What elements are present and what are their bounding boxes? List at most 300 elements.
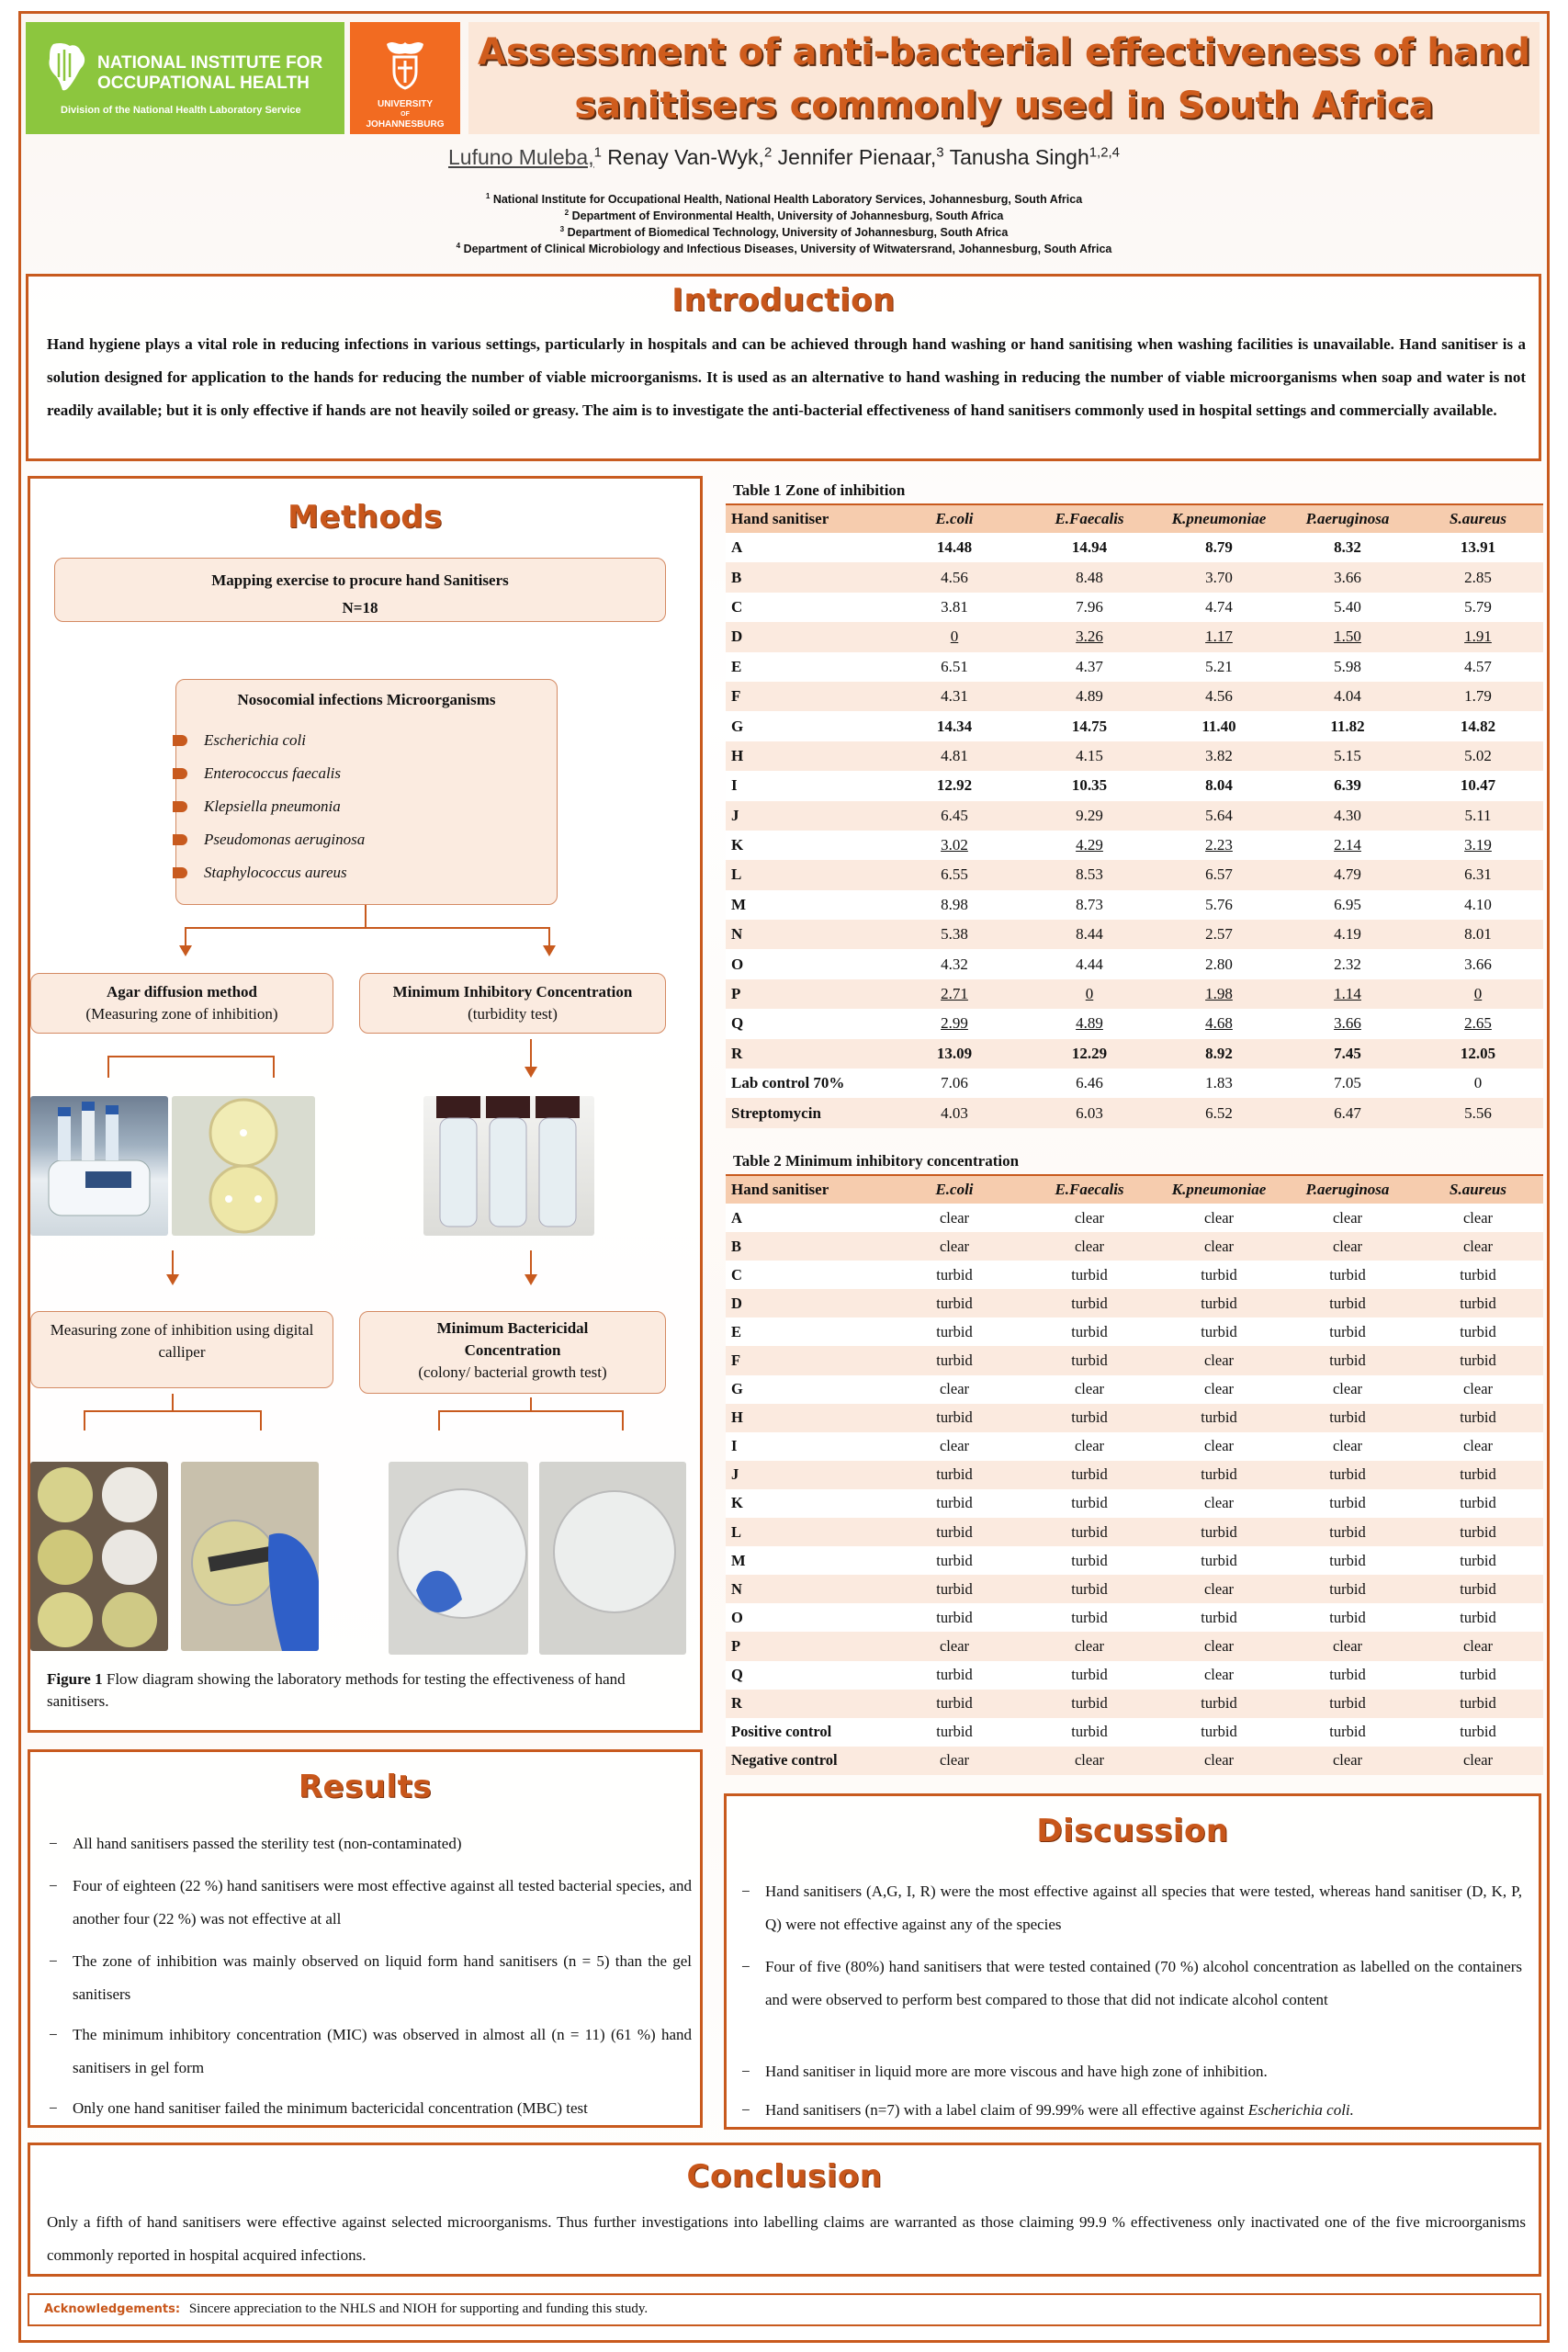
column-header: P.aeruginosa (1282, 504, 1413, 533)
row-label: L (726, 860, 886, 889)
table-cell: turbid (886, 1317, 1023, 1346)
table-cell: turbid (1282, 1661, 1413, 1690)
table-cell: 4.19 (1282, 920, 1413, 949)
table-cell: 3.82 (1156, 741, 1282, 771)
list-item: − The zone of inhibition was mainly observed on liquid form hand sanitisers (n = 5) than the gel sanitisers (49, 1952, 692, 2003)
table-row (726, 593, 1543, 622)
column-header: E.coli (886, 1175, 1023, 1204)
table-cell: 1.50 (1282, 622, 1413, 651)
row-label: H (726, 741, 886, 771)
table-cell: turbid (1413, 1346, 1543, 1374)
table-cell: turbid (1282, 1518, 1413, 1546)
table-cell: clear (1282, 1432, 1413, 1461)
table-cell: 1.79 (1413, 682, 1543, 711)
table-cell: 12.05 (1413, 1039, 1543, 1069)
mbc-plate-photo-1 (389, 1462, 528, 1655)
poster-title: Assessment of anti-bacterial effectiveness of hand sanitisers commonly used in South Africa (478, 31, 1530, 127)
row-label: G (726, 711, 886, 741)
table-cell: 4.44 (1023, 949, 1156, 978)
table-cell: 7.45 (1282, 1039, 1413, 1069)
row-label: Q (726, 1661, 886, 1690)
table-cell: turbid (1156, 1690, 1282, 1718)
table-cell: clear (886, 1632, 1023, 1660)
table-row (726, 652, 1543, 682)
table-row (726, 771, 1543, 800)
table-row (726, 533, 1543, 562)
row-label: B (726, 1232, 886, 1261)
table-cell: 8.53 (1023, 860, 1156, 889)
connector (530, 1397, 532, 1410)
table-cell: 4.81 (886, 741, 1023, 771)
table-cell: 4.89 (1023, 682, 1156, 711)
table-cell: 4.31 (886, 682, 1023, 711)
table-cell: 5.76 (1156, 890, 1282, 920)
table-cell: turbid (1023, 1661, 1156, 1690)
table-cell: 11.82 (1282, 711, 1413, 741)
africa-map-icon (46, 40, 88, 94)
table-row (726, 1661, 1543, 1690)
connector (365, 905, 367, 929)
table-cell: clear (1156, 1661, 1282, 1690)
table-cell: 2.14 (1282, 831, 1413, 860)
introduction-text: Hand hygiene plays a vital role in reducing infections in various settings, particularly in hospitals and can be achieved through hand washing or hand sanitising when washing facilities is unavailable. Hand sanitiser is a solution designed for application to the hands for reducing the number of viable microorganisms. It is used as an alternative to hand washing in reducing the number of viable microorganisms when soap and water is not readily available; but it is only effective if hands are not heavily soiled or greasy. The aim is to investigate the anti-bacterial effectiveness of hand sanitisers commonly used in hospital settings and commercially available. (47, 335, 1526, 419)
table-cell: turbid (1413, 1461, 1543, 1489)
table-row (726, 1346, 1543, 1374)
zone-of-inhibition-table (726, 503, 1543, 1128)
table-cell: turbid (1023, 1603, 1156, 1632)
arrow-down-icon (179, 945, 192, 956)
table-row (726, 1489, 1543, 1518)
row-label: J (726, 801, 886, 831)
table-row (726, 562, 1543, 592)
column-header: P.aeruginosa (1282, 1175, 1413, 1204)
table-cell: 0 (1413, 1069, 1543, 1098)
row-label: M (726, 890, 886, 920)
list-item: Klepsiella pneumonia (200, 790, 365, 823)
table-cell: turbid (886, 1603, 1023, 1632)
table-cell: 2.71 (886, 979, 1023, 1009)
table-cell: 5.98 (1282, 652, 1413, 682)
table-cell: turbid (1156, 1718, 1282, 1747)
row-label: K (726, 831, 886, 860)
table-cell: 4.37 (1023, 652, 1156, 682)
column-header: Hand sanitiser (726, 1175, 886, 1204)
table-row (726, 1632, 1543, 1660)
table-cell: 8.04 (1156, 771, 1282, 800)
table-cell: clear (886, 1375, 1023, 1404)
table-row (726, 1009, 1543, 1038)
row-label: J (726, 1461, 886, 1489)
table-cell: 8.79 (1156, 533, 1282, 562)
affiliation: $^2$ Department of Environmental Health, University of Johannesburg, South Africa (564, 208, 1004, 222)
table-cell: clear (1156, 1346, 1282, 1374)
connector (172, 1394, 174, 1410)
list-item: − All hand sanitisers passed the sterility test (non-contaminated) (49, 1835, 462, 1852)
table-cell: 5.56 (1413, 1098, 1543, 1127)
table-row (726, 1432, 1543, 1461)
table-cell: 2.65 (1413, 1009, 1543, 1038)
discussion-heading: Discussion (1036, 1813, 1229, 1849)
table-cell: clear (1413, 1432, 1543, 1461)
row-label: K (726, 1489, 886, 1518)
table-cell: 5.21 (1156, 652, 1282, 682)
connector (438, 1410, 624, 1412)
row-label: P (726, 979, 886, 1009)
table-cell: 4.79 (1282, 860, 1413, 889)
table-cell: turbid (1413, 1489, 1543, 1518)
inhibition-plates-photo (30, 1462, 168, 1651)
table-cell: 7.06 (886, 1069, 1023, 1098)
table-cell: 5.79 (1413, 593, 1543, 622)
table-cell: 4.10 (1413, 890, 1543, 920)
connector (185, 927, 550, 929)
table-cell: turbid (1413, 1546, 1543, 1575)
table-row (726, 741, 1543, 771)
table-cell: turbid (1413, 1289, 1543, 1317)
table-cell: 6.57 (1156, 860, 1282, 889)
incubator-photo (30, 1096, 168, 1236)
table-cell: 3.66 (1282, 562, 1413, 592)
row-label: N (726, 1575, 886, 1603)
table-cell: 14.48 (886, 533, 1023, 562)
table-cell: 3.26 (1023, 622, 1156, 651)
table-cell: turbid (1023, 1546, 1156, 1575)
connector (84, 1410, 262, 1412)
table-cell: turbid (1023, 1690, 1156, 1718)
row-label: M (726, 1546, 886, 1575)
table-cell: turbid (1156, 1261, 1282, 1289)
table-cell: 0 (1413, 979, 1543, 1009)
table-cell: turbid (1023, 1518, 1156, 1546)
table-cell: 8.44 (1023, 920, 1156, 949)
table-row (726, 1546, 1543, 1575)
table-cell: clear (886, 1204, 1023, 1232)
table-row (726, 1690, 1543, 1718)
table-cell: 10.47 (1413, 771, 1543, 800)
table-cell: 0 (886, 622, 1023, 651)
uj-logo (350, 22, 460, 134)
methods-section (28, 476, 703, 1733)
table-row (726, 711, 1543, 741)
table-row (726, 1069, 1543, 1098)
connector (185, 927, 186, 947)
author-name: Renay Van-Wyk, (601, 145, 764, 169)
connector (273, 1056, 275, 1078)
row-label: D (726, 622, 886, 651)
digital-calliper-photo (181, 1462, 319, 1651)
table-cell: clear (1282, 1747, 1413, 1775)
column-header: E.coli (886, 504, 1023, 533)
table-cell: turbid (1282, 1289, 1413, 1317)
acknowledgements-text: Acknowledgements: Sincere appreciation to the NHLS and NIOH for supporting and funding this study. (44, 2301, 649, 2316)
table-cell: 1.91 (1413, 622, 1543, 651)
table-cell: 4.74 (1156, 593, 1282, 622)
table-row (726, 1317, 1543, 1346)
table-cell: turbid (1156, 1546, 1282, 1575)
list-item: − The minimum inhibitory concentration (MIC) was observed in almost all (n = 11) (61 %) hand sanitisers in gel form (49, 2026, 692, 2076)
table-cell: 4.56 (886, 562, 1023, 592)
discussion-section (724, 1793, 1541, 2130)
column-header: E.Faecalis (1023, 504, 1156, 533)
table-cell: 5.38 (886, 920, 1023, 949)
table-cell: turbid (1023, 1575, 1156, 1603)
table-cell: 8.92 (1156, 1039, 1282, 1069)
table-cell: 8.73 (1023, 890, 1156, 920)
connector (548, 927, 550, 947)
connector (107, 1056, 275, 1057)
list-item: Enterococcus faecalis (200, 757, 365, 790)
table-row (726, 622, 1543, 651)
mic-table (726, 1174, 1543, 1775)
row-label: F (726, 1346, 886, 1374)
table-cell: 7.05 (1282, 1069, 1413, 1098)
table-cell: 8.01 (1413, 920, 1543, 949)
table-cell: 4.03 (886, 1098, 1023, 1127)
table-cell: turbid (1023, 1261, 1156, 1289)
table-cell: 3.19 (1413, 831, 1543, 860)
row-label: D (726, 1289, 886, 1317)
conclusion-heading: Conclusion (686, 2158, 883, 2195)
table-row (726, 1098, 1543, 1127)
table-cell: 2.80 (1156, 949, 1282, 978)
row-label: O (726, 949, 886, 978)
column-header: S.aureus (1413, 504, 1543, 533)
table-cell: clear (1023, 1232, 1156, 1261)
test-tubes-photo (423, 1096, 594, 1236)
table-cell: turbid (1023, 1404, 1156, 1432)
table-cell: 5.02 (1413, 741, 1543, 771)
table-cell: turbid (1413, 1261, 1543, 1289)
table-cell: clear (1156, 1232, 1282, 1261)
author-name: Jennifer Pienaar, (772, 145, 937, 169)
table-cell: 11.40 (1156, 711, 1282, 741)
conclusion-section (28, 2143, 1541, 2277)
row-label: R (726, 1039, 886, 1069)
table-cell: clear (1023, 1632, 1156, 1660)
table-cell: 6.31 (1413, 860, 1543, 889)
affiliation-list (0, 191, 1568, 257)
mic-box: Minimum Inhibitory Concentration (turbidity test) (359, 973, 666, 1034)
table-row (726, 1039, 1543, 1069)
column-header: E.Faecalis (1023, 1175, 1156, 1204)
table-cell: clear (1156, 1489, 1282, 1518)
row-label: G (726, 1375, 886, 1404)
table-cell: 6.03 (1023, 1098, 1156, 1127)
table-cell: 8.48 (1023, 562, 1156, 592)
table-cell: turbid (1156, 1461, 1282, 1489)
row-label: B (726, 562, 886, 592)
table-cell: clear (1282, 1204, 1413, 1232)
table-row (726, 1603, 1543, 1632)
table2-caption: Table 2 Minimum inhibitory concentration (733, 1152, 1020, 1170)
table-cell: 3.66 (1282, 1009, 1413, 1038)
affiliation: $^1$ National Institute for Occupational Health, National Health Laboratory Services, Johannesburg, South Africa (485, 191, 1083, 206)
table-cell: turbid (1282, 1546, 1413, 1575)
table-cell: turbid (886, 1346, 1023, 1374)
column-header: Hand sanitiser (726, 504, 886, 533)
table-cell: 14.34 (886, 711, 1023, 741)
row-label: F (726, 682, 886, 711)
mbc-plate-photo-2 (539, 1462, 686, 1655)
arrow-down-icon (543, 945, 556, 956)
table-cell: 8.32 (1282, 533, 1413, 562)
table-cell: turbid (1282, 1489, 1413, 1518)
row-label: C (726, 1261, 886, 1289)
table-cell: turbid (1023, 1489, 1156, 1518)
table-cell: 12.92 (886, 771, 1023, 800)
table-cell: turbid (886, 1489, 1023, 1518)
table-row (726, 949, 1543, 978)
table-cell: 3.81 (886, 593, 1023, 622)
table-cell: 0 (1023, 979, 1156, 1009)
table1-caption: Table 1 Zone of inhibition (733, 481, 906, 499)
table-cell: clear (1156, 1747, 1282, 1775)
figure-caption: Figure 1 Flow diagram showing the laboratory methods for testing the effectiveness of hand sanitisers. (47, 1670, 626, 1710)
table-cell: turbid (1413, 1661, 1543, 1690)
connector (84, 1410, 85, 1430)
table-cell: turbid (1156, 1317, 1282, 1346)
row-label: I (726, 1432, 886, 1461)
table-cell: 6.52 (1156, 1098, 1282, 1127)
table-cell: turbid (886, 1661, 1023, 1690)
table-row (726, 1289, 1543, 1317)
methods-heading: Methods (288, 499, 443, 536)
nioh-logo (26, 22, 344, 134)
table-row (726, 920, 1543, 949)
microorganism-list (200, 724, 365, 889)
table-cell: 5.11 (1413, 801, 1543, 831)
table-cell: clear (1023, 1204, 1156, 1232)
table-cell: 2.99 (886, 1009, 1023, 1038)
table-cell: turbid (1023, 1289, 1156, 1317)
arrow-down-icon (525, 1274, 537, 1285)
table-cell: 6.45 (886, 801, 1023, 831)
table-row (726, 890, 1543, 920)
table-cell: turbid (886, 1518, 1023, 1546)
table-cell: turbid (1023, 1718, 1156, 1747)
table-cell: 7.96 (1023, 593, 1156, 622)
list-item: − Hand sanitisers (A,G, I, R) were the most effective against all species that were tested, whereas hand sanitiser (D, K, P, Q) were not effective against any of the species (741, 1883, 1522, 1933)
list-item: − Four of eighteen (22 %) hand sanitisers were most effective against all tested bacterial species, and another four (22 %) was not effective at all (49, 1877, 692, 1928)
table-cell: turbid (1413, 1404, 1543, 1432)
table-cell: 2.23 (1156, 831, 1282, 860)
table-cell: 6.51 (886, 652, 1023, 682)
table-row (726, 1404, 1543, 1432)
table-row (726, 682, 1543, 711)
connector (530, 1039, 532, 1069)
table-cell: clear (1413, 1204, 1543, 1232)
table-cell: turbid (886, 1261, 1023, 1289)
column-header: K.pneumoniae (1156, 504, 1282, 533)
table-cell: 9.29 (1023, 801, 1156, 831)
table-row (726, 1747, 1543, 1775)
table-cell: clear (1156, 1632, 1282, 1660)
table-cell: 4.04 (1282, 682, 1413, 711)
table-row (726, 1575, 1543, 1603)
table-cell: 4.30 (1282, 801, 1413, 831)
table-row (726, 1375, 1543, 1404)
column-header: S.aureus (1413, 1175, 1543, 1204)
nioh-title: NATIONAL INSTITUTE FOR OCCUPATIONAL HEALTH (97, 53, 323, 93)
row-label: E (726, 1317, 886, 1346)
row-label: P (726, 1632, 886, 1660)
table-cell: clear (1282, 1232, 1413, 1261)
connector (622, 1410, 624, 1430)
connector (107, 1056, 109, 1078)
table-cell: 14.75 (1023, 711, 1156, 741)
row-label: A (726, 533, 886, 562)
table-cell: turbid (886, 1404, 1023, 1432)
table-cell: 5.40 (1282, 593, 1413, 622)
table-cell: 2.57 (1156, 920, 1282, 949)
table-cell: turbid (886, 1575, 1023, 1603)
table-cell: 4.89 (1023, 1009, 1156, 1038)
table-cell: clear (1023, 1375, 1156, 1404)
results-heading: Results (298, 1769, 433, 1805)
uj-crest-icon (381, 35, 429, 92)
table-cell: 4.68 (1156, 1009, 1282, 1038)
table-cell: turbid (886, 1690, 1023, 1718)
author-list: Lufuno Muleba,$^1$ Renay Van-Wyk,$^2$ Jennifer Pienaar,$^3$ Tanusha Singh$^{1,2,4}$ (448, 144, 1120, 169)
table-cell: turbid (1413, 1603, 1543, 1632)
table-cell: turbid (1413, 1518, 1543, 1546)
author-name: Lufuno Muleba, (448, 145, 594, 169)
table-cell: turbid (1282, 1461, 1413, 1489)
table-cell: 5.15 (1282, 741, 1413, 771)
table-cell: clear (1413, 1747, 1543, 1775)
table-cell: clear (1156, 1375, 1282, 1404)
table-cell: turbid (1282, 1404, 1413, 1432)
table-cell: 3.70 (1156, 562, 1282, 592)
table-cell: turbid (1023, 1461, 1156, 1489)
column-header: K.pneumoniae (1156, 1175, 1282, 1204)
table-row (726, 1261, 1543, 1289)
table-cell: 6.55 (886, 860, 1023, 889)
table-row (726, 1518, 1543, 1546)
table-cell: turbid (1282, 1317, 1413, 1346)
table-cell: clear (1023, 1432, 1156, 1461)
table-cell: clear (1413, 1232, 1543, 1261)
row-label: A (726, 1204, 886, 1232)
row-label: Streptomycin (726, 1098, 886, 1127)
arrow-down-icon (166, 1274, 179, 1285)
acknowledgements-section (28, 2293, 1541, 2326)
table-cell: turbid (1413, 1690, 1543, 1718)
connector (438, 1410, 440, 1430)
list-item: Escherichia coli (200, 724, 365, 757)
connector (172, 1250, 174, 1276)
table-cell: 2.85 (1413, 562, 1543, 592)
table-cell: turbid (1156, 1404, 1282, 1432)
list-item: Pseudomonas aeruginosa (200, 823, 365, 856)
table-cell: turbid (1413, 1575, 1543, 1603)
row-label: L (726, 1518, 886, 1546)
row-label: I (726, 771, 886, 800)
table-cell: turbid (1282, 1575, 1413, 1603)
table-cell: 3.66 (1413, 949, 1543, 978)
table-cell: 4.56 (1156, 682, 1282, 711)
agar-plates-photo (172, 1096, 315, 1236)
table-cell: turbid (1023, 1346, 1156, 1374)
table-cell: turbid (1156, 1518, 1282, 1546)
table-cell: clear (1413, 1632, 1543, 1660)
table-row (726, 831, 1543, 860)
table-row (726, 1204, 1543, 1232)
calliper-box: Measuring zone of inhibition using digital calliper (30, 1311, 333, 1388)
table-cell: turbid (1282, 1261, 1413, 1289)
table-cell: turbid (1156, 1289, 1282, 1317)
table-cell: clear (1156, 1204, 1282, 1232)
